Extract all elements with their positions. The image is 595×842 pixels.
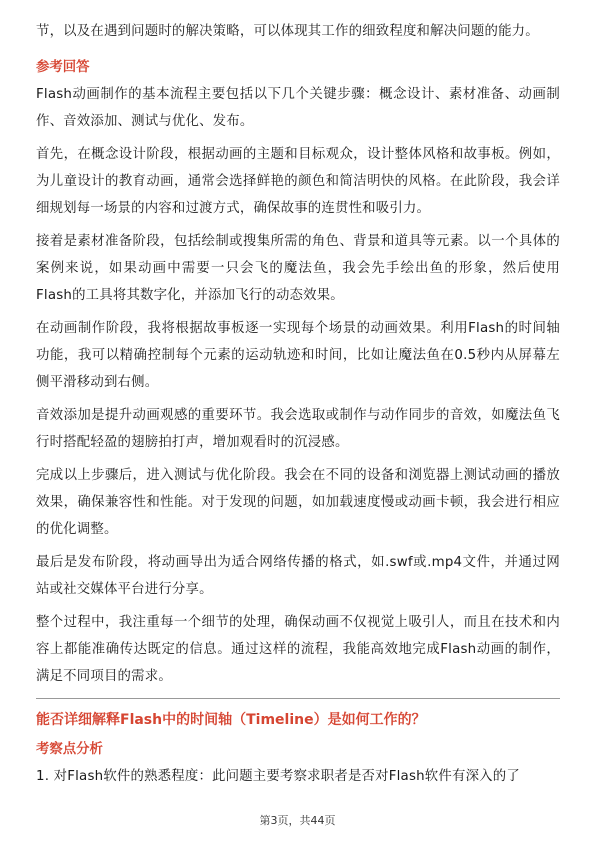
answer-paragraph-8: 整个过程中，我注重每一个细节的处理，确保动画不仅视觉上吸引人，而且在技术和内容上都能准确传达既定的信息。通过这样的流程，我能高效地完成Flash动画的制作，满足不同项目的需求。 (36, 615, 560, 684)
answer-paragraph-5: 音效添加是提升动画观感的重要环节。我会选取或制作与动作同步的音效，如魔法鱼飞行时搭配轻盈的翅膀拍打声，增加观看时的沉浸感。 (36, 408, 560, 450)
answer-paragraph-7: 最后是发布阶段，将动画导出为适合网络传播的格式，如.swf或.mp4文件，并通过网站或社交媒体平台进行分享。 (36, 555, 560, 597)
analysis-heading: 考察点分析 (36, 742, 103, 757)
answer-paragraph-4: 在动画制作阶段，我将根据故事板逐一实现每个场景的动画效果。利用Flash的时间轴功能，我可以精确控制每个元素的运动轨迹和时间，比如让魔法鱼在0.5秒内从屏幕左侧平滑移动到右侧。 (36, 321, 560, 390)
question-heading: 能否详细解释Flash中的时间轴（Timeline）是如何工作的？ (36, 712, 426, 728)
intro-tail-paragraph: 节，以及在遇到问题时的解决策略，可以体现其工作的细致程度和解决问题的能力。 (36, 24, 539, 39)
reference-answer-heading: 参考回答 (36, 60, 90, 75)
answer-paragraph-2: 首先，在概念设计阶段，根据动画的主题和目标观众，设计整体风格和故事板。例如，为儿童设计的教育动画，通常会选择鲜艳的颜色和简洁明快的风格。在此阶段，我会详细规划每一场景的内容和过渡方式，确保故事的连贯性和吸引力。 (36, 147, 560, 216)
document-content (36, 18, 560, 796)
section-divider (36, 698, 560, 699)
page-footer: 第3页，共44页 (259, 814, 336, 827)
answer-paragraph-3: 接着是素材准备阶段，包括绘制或搜集所需的角色、背景和道具等元素。以一个具体的案例来说，如果动画中需要一只会飞的魔法鱼，我会先手绘出鱼的形象，然后使用Flash的工具将其数字化，并添加飞行的动态效果。 (36, 234, 560, 303)
analysis-item-1: 1. 对Flash软件的熟悉程度：此问题主要考察求职者是否对Flash软件有深入的了 (36, 769, 520, 784)
answer-paragraph-1: Flash动画制作的基本流程主要包括以下几个关键步骤：概念设计、素材准备、动画制作、音效添加、测试与优化、发布。 (36, 87, 560, 129)
answer-paragraph-6: 完成以上步骤后，进入测试与优化阶段。我会在不同的设备和浏览器上测试动画的播放效果，确保兼容性和性能。对于发现的问题，如加载速度慢或动画卡顿，我会进行相应的优化调整。 (36, 468, 560, 537)
